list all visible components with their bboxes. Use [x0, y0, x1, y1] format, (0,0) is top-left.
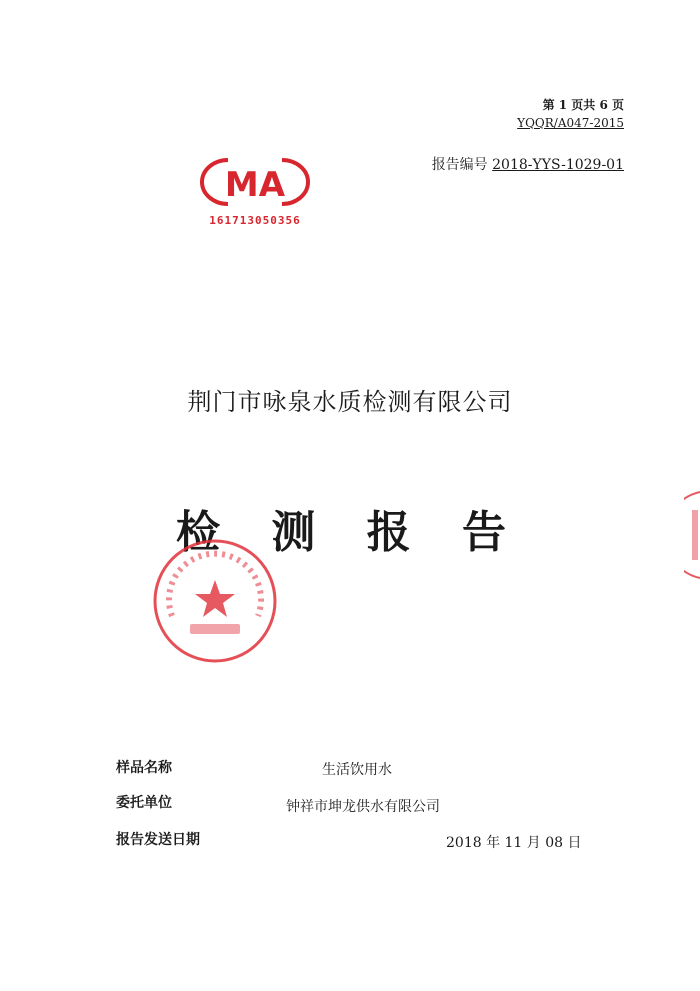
document-code: YQQR/A047-2015 — [517, 116, 624, 130]
cma-logo — [200, 150, 310, 230]
send-date-label: 报告发送日期 — [116, 832, 200, 848]
report-title: 检 测 报 告 — [176, 507, 524, 558]
send-date-value: 2018 年 11 月 08 日 — [446, 835, 582, 851]
svg-text:161713050356: 161713050356 — [209, 214, 301, 227]
sample-name-value: 生活饮用水 — [322, 762, 392, 778]
page-info — [517, 96, 624, 132]
company-name: 荆门市咏泉水质检测有限公司 — [187, 388, 513, 416]
svg-text:MA: MA — [224, 165, 286, 205]
page-indicator: 第 1 页共 6 页 — [542, 98, 624, 112]
report-number-line — [432, 154, 624, 174]
official-seal-stamp — [150, 536, 280, 666]
report-number-value: 2018-YYS-1029-01 — [492, 157, 624, 173]
sample-name-label: 样品名称 — [116, 760, 172, 776]
client-value: 钟祥市坤龙供水有限公司 — [286, 799, 440, 815]
client-label: 委托单位 — [116, 795, 172, 811]
edge-seal-fragment — [684, 490, 700, 580]
report-number-label: 报告编号 — [431, 157, 488, 173]
